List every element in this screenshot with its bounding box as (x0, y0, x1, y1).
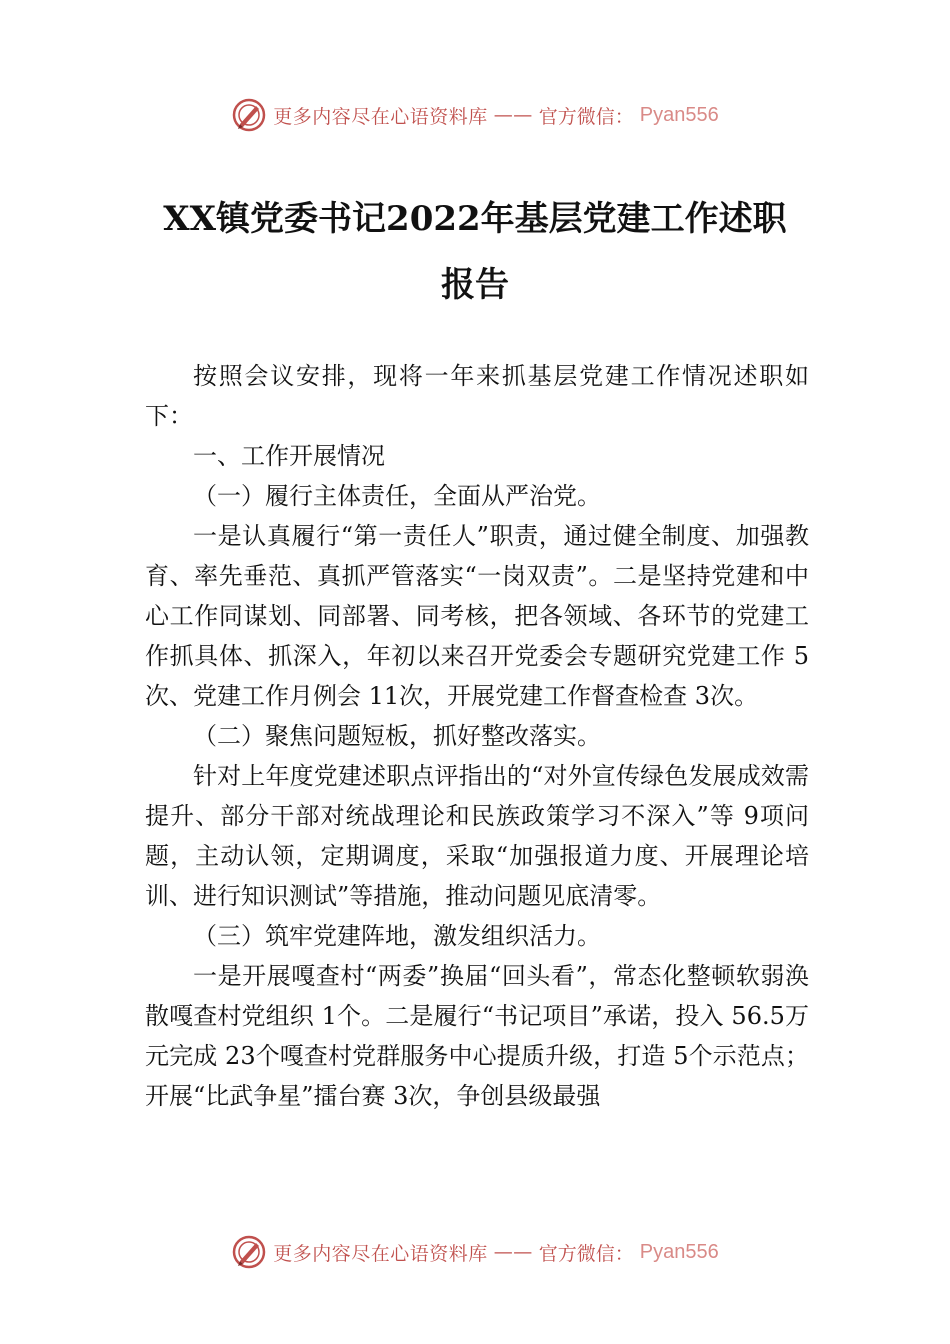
document-title (0, 186, 950, 318)
footer-banner (0, 1232, 950, 1272)
subsection-heading: （二）聚焦问题短板，抓好整改落实。 (193, 722, 601, 750)
banner-separator: —— (493, 104, 533, 126)
pen-logo-icon (231, 1234, 267, 1270)
title-line-2: 报告 (441, 265, 509, 305)
body-paragraph: 一是开展嘎查村“两委”换届“回头看”，常态化整顿软弱涣散嘎查村党组织 1个。二是履行“书记项目”承诺，投入 56.5万元完成 23个嘎查村党群服务中心提质升级，打造 5个示范点；开展“比武争星”擂台赛 3次，争创县级最强 (145, 962, 809, 1110)
section-heading: 一、工作开展情况 (193, 442, 385, 470)
banner-text: 更多内容尽在心语资料库 (273, 105, 488, 128)
banner-wechat-label: 官方微信： (538, 105, 634, 128)
body-paragraph: 针对上年度党建述职点评指出的“对外宣传绿色发展成效需提升、部分干部对统战理论和民族政策学习不深入”等 9项问题，主动认领，定期调度，采取“加强报道力度、开展理论培训、进行知识测试”等措施，推动问题见底清零。 (145, 762, 809, 910)
banner-separator: —— (493, 1241, 533, 1263)
banner-wechat-label: 官方微信： (538, 1242, 634, 1265)
title-line-1: XX镇党委书记2022年基层党建工作述职 (163, 199, 787, 239)
document-body (145, 356, 809, 1116)
banner-wechat-id: Pyan556 (639, 103, 719, 126)
subsection-heading: （一）履行主体责任，全面从严治党。 (193, 482, 601, 510)
subsection-heading: （三）筑牢党建阵地，激发组织活力。 (193, 922, 601, 950)
body-paragraph: 一是认真履行“第一责任人”职责，通过健全制度、加强教育、率先垂范、真抓严管落实“一岗双责”。二是坚持党建和中心工作同谋划、同部署、同考核，把各领域、各环节的党建工作抓具体、抓深入，年初以来召开党委会专题研究党建工作 5次、党建工作月例会 11次，开展党建工作督查检查 3次。 (145, 522, 809, 710)
banner-text: 更多内容尽在心语资料库 (273, 1242, 488, 1265)
header-banner (0, 95, 950, 135)
pen-logo-icon (231, 97, 267, 133)
banner-wechat-id: Pyan556 (639, 1240, 719, 1263)
intro-paragraph: 按照会议安排，现将一年来抓基层党建工作情况述职如下： (145, 362, 809, 430)
